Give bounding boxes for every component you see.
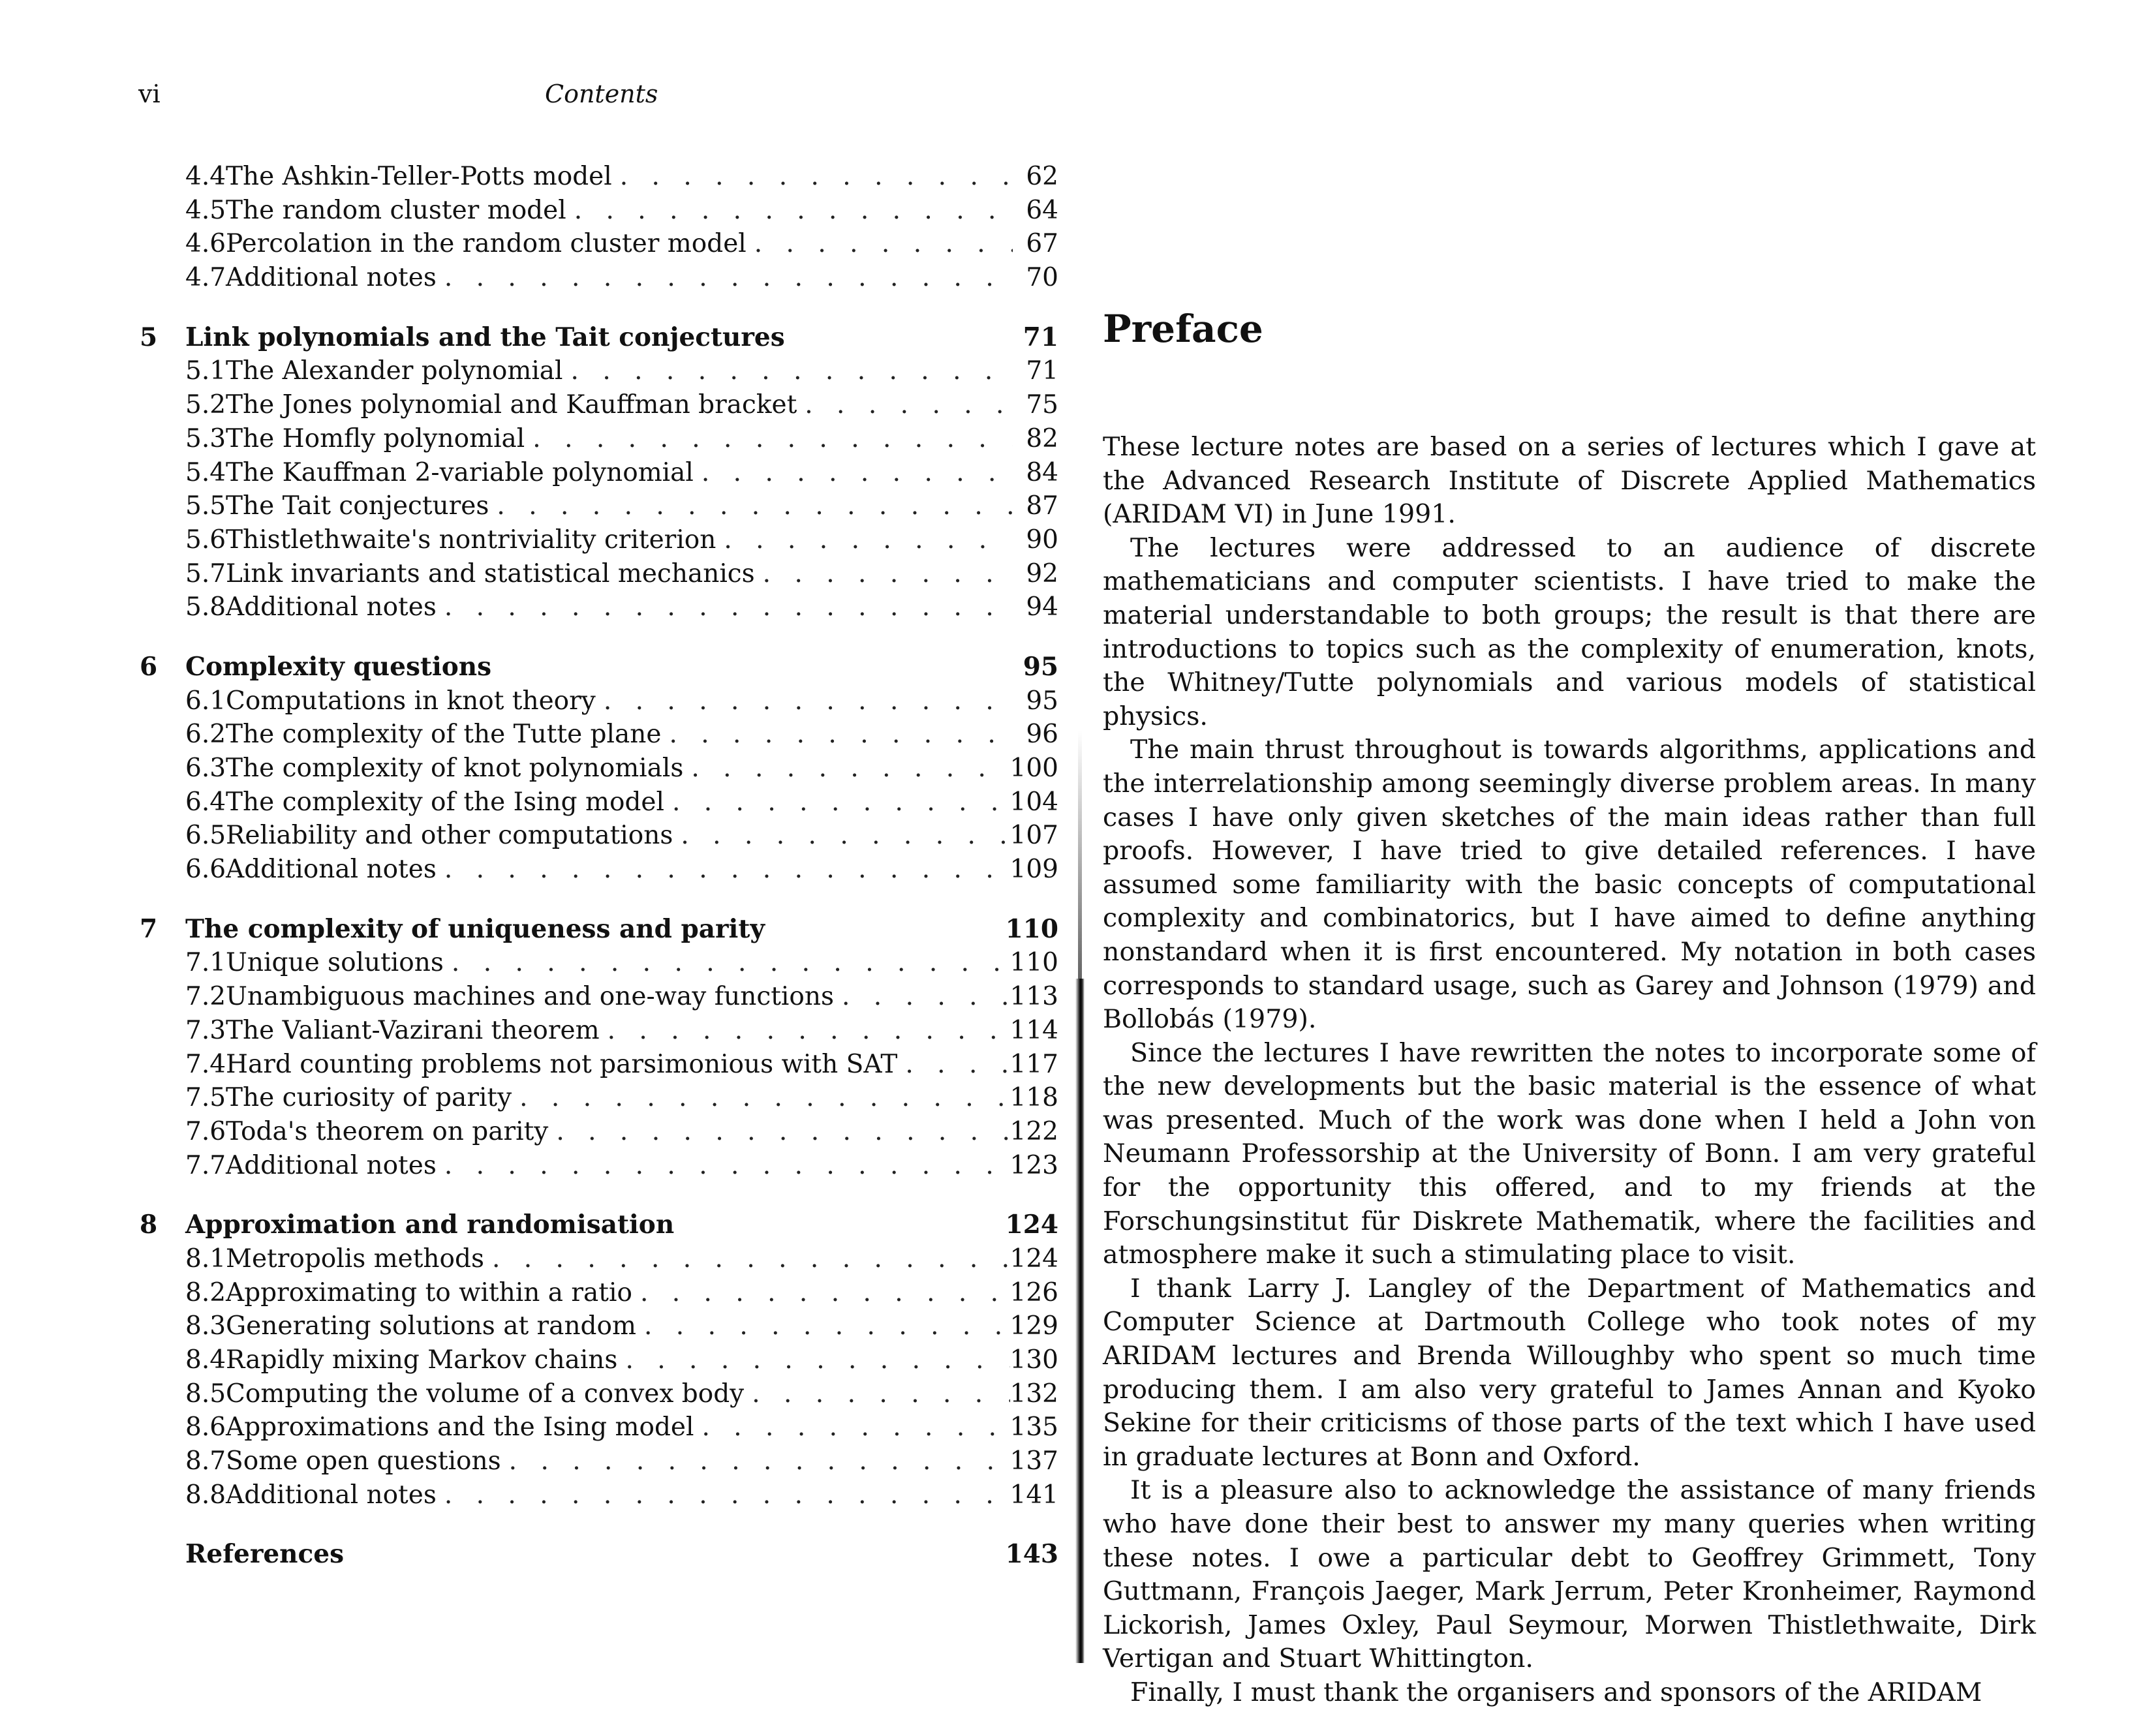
toc-entry[interactable] xyxy=(138,1444,1058,1478)
toc-entry[interactable] xyxy=(138,160,1058,194)
section-page: 110 xyxy=(1009,948,1058,978)
section-title: The Kauffman 2-variable polynomial xyxy=(226,457,694,487)
section-title: The Jones polynomial and Kauffman bracket xyxy=(226,390,797,420)
dot-leader xyxy=(625,1343,1009,1377)
dot-leader xyxy=(509,1444,1010,1478)
section-number: 8.6 xyxy=(185,1412,226,1443)
section-number: 7.7 xyxy=(185,1150,226,1180)
section-number: 7.5 xyxy=(185,1083,226,1113)
chapter-title: Link polynomials and the Tait conjectures xyxy=(185,322,785,352)
toc-entry[interactable] xyxy=(138,1276,1058,1310)
dot-leader xyxy=(691,752,1009,786)
section-page: 126 xyxy=(1009,1277,1058,1307)
dot-leader xyxy=(556,1115,1009,1149)
section-page: 113 xyxy=(1009,982,1058,1012)
references-page: 143 xyxy=(1005,1539,1058,1570)
section-page: 94 xyxy=(1026,592,1058,622)
section-number: 5.3 xyxy=(185,423,226,453)
section-number: 5.2 xyxy=(185,390,226,420)
chapter-title: The complexity of uniqueness and parity xyxy=(185,913,765,944)
section-title: Toda's theorem on parity xyxy=(226,1116,549,1146)
preface-body xyxy=(1103,431,2036,1710)
section-title: The Alexander polynomial xyxy=(226,356,563,386)
section-title: Approximations and the Ising model xyxy=(226,1412,694,1443)
dot-leader xyxy=(640,1276,1010,1310)
section-page: 129 xyxy=(1009,1311,1058,1341)
toc-entry[interactable] xyxy=(138,718,1058,752)
toc-entry[interactable] xyxy=(138,980,1058,1014)
toc-entry[interactable] xyxy=(138,456,1058,490)
section-number: 7.3 xyxy=(185,1015,226,1045)
section-page: 137 xyxy=(1009,1446,1058,1476)
section-title: The complexity of the Tutte plane xyxy=(226,720,662,750)
section-number: 4.7 xyxy=(185,263,226,293)
toc-entry[interactable] xyxy=(138,1081,1058,1115)
section-title: The curiosity of parity xyxy=(226,1083,512,1113)
dot-leader xyxy=(452,946,1010,980)
section-title: Thistlethwaite's nontriviality criterion xyxy=(226,525,716,555)
section-page: 117 xyxy=(1009,1049,1058,1079)
section-title: Unambiguous machines and one-way functions xyxy=(226,982,834,1012)
section-title: Link invariants and statistical mechanics xyxy=(226,558,755,588)
section-number: 4.6 xyxy=(185,229,226,259)
dot-leader xyxy=(752,1377,1009,1411)
section-page: 100 xyxy=(1009,754,1058,783)
toc-entry[interactable] xyxy=(138,1478,1058,1512)
dot-leader xyxy=(763,557,1013,591)
dot-leader xyxy=(620,160,1013,194)
section-number: 7.2 xyxy=(185,982,226,1012)
toc-chapter[interactable] xyxy=(138,321,1058,355)
dot-leader xyxy=(444,1149,1010,1183)
section-number: 4.5 xyxy=(185,195,226,225)
section-page: 124 xyxy=(1009,1244,1058,1274)
section-number: 6.4 xyxy=(185,787,226,817)
toc-entry[interactable] xyxy=(138,1309,1058,1343)
toc-entry[interactable] xyxy=(138,853,1058,887)
dot-leader xyxy=(571,354,1013,388)
preface-paragraph: These lecture notes are based on a series of lectures which I gave at the Advanced Research Institute of Discrete Applied Mathematics (ARIDAM VI) in June 1991. xyxy=(1103,432,2036,530)
dot-leader xyxy=(724,523,1013,557)
section-title: Additional notes xyxy=(226,1150,437,1180)
references-title: References xyxy=(185,1539,345,1570)
toc-entry[interactable] xyxy=(138,227,1058,261)
section-title: Metropolis methods xyxy=(226,1244,484,1274)
section-number: 5.1 xyxy=(185,356,226,386)
section-page: 75 xyxy=(1026,390,1058,420)
dot-leader xyxy=(805,388,1013,422)
preface-paragraph: I thank Larry J. Langley of the Department of Mathematics and Computer Science at Dartmouth College who took notes of my ARIDAM lectures and Brenda Willoughby who spent so much time producing them. I am also very grateful to James Annan and Kyoko Sekine for their criticisms of those parts of the text which I have used in graduate lectures at Bonn and Oxford. xyxy=(1103,1273,2036,1472)
dot-leader xyxy=(532,422,1013,456)
toc-entry[interactable] xyxy=(138,1014,1058,1048)
section-number: 5.7 xyxy=(185,558,226,588)
section-page: 123 xyxy=(1009,1150,1058,1180)
section-number: 8.5 xyxy=(185,1379,226,1409)
section-page: 62 xyxy=(1026,162,1058,191)
toc-entry[interactable] xyxy=(138,1048,1058,1082)
section-page: 122 xyxy=(1009,1116,1058,1146)
toc-entry[interactable] xyxy=(138,388,1058,422)
section-number: 6.1 xyxy=(185,686,226,716)
toc-entry[interactable] xyxy=(138,819,1058,853)
section-title: Generating solutions at random xyxy=(226,1311,636,1341)
toc-entry[interactable] xyxy=(138,1242,1058,1276)
section-title: Additional notes xyxy=(226,592,437,622)
section-page: 64 xyxy=(1026,195,1058,225)
section-title: The Ashkin-Teller-Potts model xyxy=(226,162,612,191)
section-number: 7.6 xyxy=(185,1116,226,1146)
preface-heading: Preface xyxy=(1103,307,1263,351)
section-number: 7.4 xyxy=(185,1049,226,1079)
section-title: Additional notes xyxy=(226,855,437,885)
toc-entry[interactable] xyxy=(138,1343,1058,1377)
dot-leader xyxy=(497,489,1013,523)
dot-leader xyxy=(842,980,1010,1014)
section-number: 8.1 xyxy=(185,1244,226,1274)
contents-page xyxy=(0,0,1077,1663)
preface-page xyxy=(1083,0,2156,1707)
section-title: The Valiant-Vazirani theorem xyxy=(226,1015,600,1045)
section-page: 118 xyxy=(1009,1083,1058,1113)
section-number: 5.6 xyxy=(185,525,226,555)
section-number: 6.2 xyxy=(185,720,226,750)
section-page: 114 xyxy=(1009,1015,1058,1045)
toc-entry[interactable] xyxy=(138,354,1058,388)
section-title: Reliability and other computations xyxy=(226,821,673,851)
section-number: 8.4 xyxy=(185,1345,226,1375)
section-title: Percolation in the random cluster model xyxy=(226,229,747,259)
section-number: 8.2 xyxy=(185,1277,226,1307)
toc-entry[interactable] xyxy=(138,1149,1058,1183)
section-page: 107 xyxy=(1009,821,1058,851)
section-page: 141 xyxy=(1009,1480,1058,1510)
chapter-number: 8 xyxy=(140,1210,158,1240)
dot-leader xyxy=(701,456,1013,490)
section-number: 6.6 xyxy=(185,855,226,885)
dot-leader xyxy=(444,261,1013,295)
toc-entry[interactable] xyxy=(138,557,1058,591)
toc-entry[interactable] xyxy=(138,489,1058,523)
toc-entry[interactable] xyxy=(138,1411,1058,1444)
toc-entry[interactable] xyxy=(138,752,1058,786)
chapter-page: 71 xyxy=(1023,322,1058,352)
binding-shadow xyxy=(1078,731,1082,979)
toc-chapter[interactable] xyxy=(138,650,1058,684)
section-title: Additional notes xyxy=(226,1480,437,1510)
section-number: 4.4 xyxy=(185,162,226,191)
toc-entry[interactable] xyxy=(138,422,1058,456)
toc-entry[interactable] xyxy=(138,523,1058,557)
running-head xyxy=(0,80,1077,112)
dot-leader xyxy=(492,1242,1010,1276)
running-title: Contents xyxy=(545,80,658,108)
section-title: The random cluster model xyxy=(226,195,566,225)
dot-leader xyxy=(754,227,1013,261)
dot-leader xyxy=(444,853,1010,887)
section-number: 5.5 xyxy=(185,491,226,521)
dot-leader xyxy=(672,786,1010,819)
page-number: vi xyxy=(138,80,161,108)
chapter-number: 6 xyxy=(140,651,158,682)
dot-leader xyxy=(681,819,1009,853)
section-number: 8.8 xyxy=(185,1480,226,1510)
section-page: 87 xyxy=(1026,491,1058,521)
chapter-title: Approximation and randomisation xyxy=(185,1210,675,1240)
toc-entry[interactable] xyxy=(138,684,1058,718)
section-page: 90 xyxy=(1026,525,1058,555)
chapter-page: 124 xyxy=(1005,1210,1058,1240)
chapter-page: 95 xyxy=(1023,651,1058,682)
dot-leader xyxy=(574,194,1013,228)
section-number: 5.4 xyxy=(185,457,226,487)
section-title: Some open questions xyxy=(226,1446,501,1476)
section-page: 71 xyxy=(1026,356,1058,386)
section-title: The Homfly polynomial xyxy=(226,423,525,453)
section-title: Hard counting problems not parsimonious with SAT xyxy=(226,1049,898,1079)
section-number: 8.3 xyxy=(185,1311,226,1341)
dot-leader xyxy=(444,1478,1010,1512)
toc-entry[interactable] xyxy=(138,1377,1058,1411)
chapter-number: 7 xyxy=(140,913,158,944)
section-title: Computations in knot theory xyxy=(226,686,596,716)
toc-entry[interactable] xyxy=(138,194,1058,228)
section-title: Rapidly mixing Markov chains xyxy=(226,1345,618,1375)
toc-entry[interactable] xyxy=(138,261,1058,295)
chapter-number: 5 xyxy=(140,322,158,352)
preface-paragraph: Since the lectures I have rewritten the notes to incorporate some of the new developments but the basic material is the essence of what was presented. Much of the work was done when I held a John von Neumann Professorship at the University of Bonn. I am very grateful for the opportunity this offered, and to my friends at the Forschungsinstitut für Diskrete Mathematik, where the facilities and atmosphere make it such a stimulating place to visit. xyxy=(1103,1037,2036,1270)
section-page: 132 xyxy=(1009,1379,1058,1409)
section-page: 95 xyxy=(1026,686,1058,716)
dot-leader xyxy=(644,1309,1010,1343)
preface-paragraph: Finally, I must thank the organisers and sponsors of the ARIDAM xyxy=(1130,1677,1982,1707)
section-number: 7.1 xyxy=(185,948,226,978)
toc-entry[interactable] xyxy=(138,590,1058,624)
section-number: 6.5 xyxy=(185,821,226,851)
section-number: 6.3 xyxy=(185,754,226,783)
table-of-contents xyxy=(138,160,1058,1572)
section-page: 104 xyxy=(1009,787,1058,817)
section-title: Approximating to within a ratio xyxy=(226,1277,632,1307)
section-title: Computing the volume of a convex body xyxy=(226,1379,745,1409)
dot-leader xyxy=(701,1411,1009,1444)
section-page: 67 xyxy=(1026,229,1058,259)
section-page: 135 xyxy=(1009,1412,1058,1443)
toc-entry[interactable] xyxy=(138,786,1058,819)
dot-leader xyxy=(608,1014,1010,1048)
preface-paragraph: The main thrust throughout is towards algorithms, applications and the interrelationship among seemingly diverse problem areas. In many cases I have only given sketches of the main ideas rather than full proofs. However, I have tried to give detailed references. I have assumed some familiarity with the basic concepts of computational complexity and combinatorics, but I have aimed to define anything nonstandard when it is first encountered. My notation in both cases corresponds to standard usage, such as Garey and Johnson (1979) and Bollobás (1979). xyxy=(1103,735,2036,1035)
section-number: 5.8 xyxy=(185,592,226,622)
preface-paragraph: The lectures were addressed to an audience of discrete mathematicians and computer scientists. I have tried to make the material understandable to both groups; the result is that there are introductions to topics such as the complexity of enumeration, knots, the Whitney/Tutte polynomials and various models of statistical physics. xyxy=(1103,532,2036,731)
section-title: Unique solutions xyxy=(226,948,444,978)
toc-references[interactable] xyxy=(138,1538,1058,1572)
section-page: 130 xyxy=(1009,1345,1058,1375)
section-title: The complexity of knot polynomials xyxy=(226,754,684,783)
dot-leader xyxy=(519,1081,1009,1115)
section-title: The complexity of the Ising model xyxy=(226,787,664,817)
toc-chapter[interactable] xyxy=(138,1208,1058,1242)
chapter-page: 110 xyxy=(1005,913,1058,944)
section-number: 8.7 xyxy=(185,1446,226,1476)
dot-leader xyxy=(604,684,1013,718)
dot-leader xyxy=(905,1048,1009,1082)
chapter-title: Complexity questions xyxy=(185,651,492,682)
section-page: 96 xyxy=(1026,720,1058,750)
toc-chapter[interactable] xyxy=(138,913,1058,947)
dot-leader xyxy=(669,718,1013,752)
toc-entry[interactable] xyxy=(138,946,1058,980)
section-title: The Tait conjectures xyxy=(226,491,489,521)
section-page: 70 xyxy=(1026,263,1058,293)
preface-paragraph: It is a pleasure also to acknowledge the assistance of many friends who have done their best to answer my many queries when writing these notes. I owe a particular debt to Geoffrey Grimmett, Tony Guttmann, François Jaeger, Mark Jerrum, Peter Kronheimer, Raymond Lickorish, James Oxley, Paul Seymour, Morwen Thistlethwaite, Dirk Vertigan and Stuart Whittington. xyxy=(1103,1475,2036,1674)
toc-entry[interactable] xyxy=(138,1115,1058,1149)
section-page: 92 xyxy=(1026,558,1058,588)
section-page: 82 xyxy=(1026,423,1058,453)
dot-leader xyxy=(444,590,1013,624)
section-title: Additional notes xyxy=(226,263,437,293)
section-page: 84 xyxy=(1026,457,1058,487)
section-page: 109 xyxy=(1009,855,1058,885)
